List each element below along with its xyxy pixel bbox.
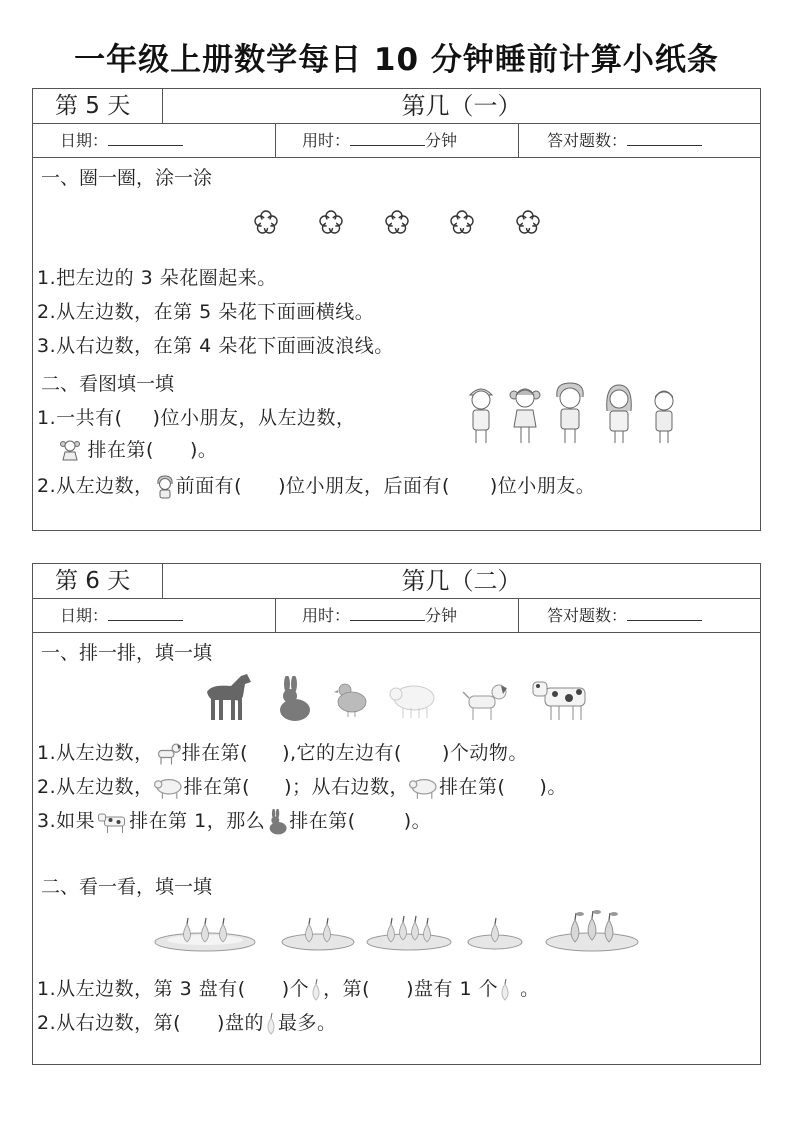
time-cell [276, 599, 519, 632]
kid-girl-pigtails-icon [505, 381, 545, 447]
correct-cell [519, 124, 760, 157]
meta-row [33, 124, 760, 158]
dog-icon [154, 742, 182, 766]
pear-plate-4 [465, 904, 525, 954]
question-1: 1.把左边的 3 朵花圈起来。 [37, 267, 277, 289]
time-unit: 分钟 [425, 131, 458, 150]
sheep-icon [154, 776, 184, 800]
question-3: 3.从右边数，在第 4 朵花下面画波浪线。 [37, 335, 394, 357]
kid-boy-curly-icon [154, 474, 176, 500]
time-label: 用时： [302, 131, 351, 150]
flower-icon[interactable] [253, 209, 279, 235]
q3-part-b: 排在第 1，那么 [129, 810, 266, 832]
section-heading: 一、排一排，填一填 [41, 642, 213, 664]
q2-part-c: )；从右边数， [284, 776, 409, 798]
q1-part-b: 排在第( [181, 742, 249, 764]
q2-part-a: 2.从左边数， [37, 475, 154, 497]
animal-question-3 [37, 806, 431, 835]
chicken-icon [333, 680, 369, 718]
lesson-title: 第几（二） [401, 567, 522, 595]
time-blank[interactable] [350, 602, 425, 621]
date-cell [33, 124, 276, 157]
worksheet-card-day5 [32, 88, 761, 531]
q1-part-d: )。 [189, 439, 218, 461]
card-header [33, 564, 760, 599]
q1-part-b: )个 [281, 978, 310, 1000]
rabbit-icon [265, 809, 289, 835]
pear-question-2 [37, 1008, 336, 1036]
correct-label: 答对题数： [547, 131, 628, 150]
flower-icon[interactable] [515, 209, 541, 235]
q1-part-a: 1.从左边数，第 3 盘有( [37, 978, 246, 1000]
pear-plate-5 [543, 902, 641, 954]
section-heading: 二、看一看，填一填 [41, 876, 213, 898]
day-label: 第 6 天 [33, 564, 163, 598]
time-blank[interactable] [350, 127, 425, 146]
q2-part-a: 2.从右边数，第( [37, 1012, 182, 1034]
q1-part-a: 1.一共有( [37, 407, 123, 429]
q2-part-c: )位小朋友，后面有( [278, 475, 450, 497]
time-cell [276, 124, 519, 157]
time-unit: 分钟 [425, 606, 458, 625]
pear-icon [498, 978, 512, 1002]
q1-part-a: 1.从左边数， [37, 742, 154, 764]
horse-icon [201, 670, 257, 722]
q1-part-c: ，第( [323, 978, 371, 1000]
correct-label: 答对题数： [547, 606, 628, 625]
sheep-icon [409, 776, 439, 800]
q1-part-b: )位小朋友，从左边数， [152, 407, 356, 429]
date-cell [33, 599, 276, 632]
q2-part-d: 排在第( [438, 776, 506, 798]
dog-icon [461, 682, 509, 722]
date-label: 日期： [60, 606, 109, 625]
day-label: 第 5 天 [33, 89, 163, 123]
kids-question-1-cont [59, 435, 217, 464]
q2-part-c: 最多。 [277, 1012, 337, 1034]
pear-icon [309, 978, 323, 1002]
pear-icon [264, 1012, 278, 1036]
q3-part-c: 排在第( [289, 810, 356, 832]
kid-boy-curly-icon [549, 379, 591, 447]
kid-boy-short-hair-icon [645, 383, 683, 447]
q2-part-d: )位小朋友。 [489, 475, 596, 497]
q2-part-e: )。 [539, 776, 567, 798]
lesson-title: 第几（一） [401, 92, 522, 120]
meta-row [33, 599, 760, 633]
date-blank[interactable] [108, 602, 183, 621]
q1-part-d: )个动物。 [441, 742, 528, 764]
q2-part-b: 前面有( [175, 475, 243, 497]
animal-question-1 [37, 738, 528, 766]
flower-icon[interactable] [318, 209, 344, 235]
worksheet-card-day6 [32, 563, 761, 1065]
cow-icon [95, 810, 129, 834]
correct-cell [519, 599, 760, 632]
q1-part-d: )盘有 1 个 [406, 978, 499, 1000]
pear-plate-1 [153, 904, 257, 954]
question-2: 2.从左边数，在第 5 朵花下面画横线。 [37, 301, 375, 323]
pear-plate-3 [363, 904, 455, 954]
q3-part-d: )。 [403, 810, 432, 832]
correct-blank[interactable] [627, 127, 702, 146]
q2-part-b: 排在第( [183, 776, 251, 798]
date-label: 日期： [60, 131, 109, 150]
q1-part-c: 排在第( [87, 439, 154, 461]
pear-plate-2 [279, 904, 357, 954]
flower-icon[interactable] [384, 209, 410, 235]
q1-part-e: 。 [520, 978, 540, 1000]
time-label: 用时： [302, 606, 351, 625]
rabbit-icon [273, 676, 313, 722]
section-heading: 二、看图填一填 [41, 373, 175, 395]
q2-part-a: 2.从左边数， [37, 776, 154, 798]
flower-icon[interactable] [449, 209, 475, 235]
section-heading: 一、圈一圈，涂一涂 [41, 167, 213, 189]
pear-question-1 [37, 974, 540, 1002]
kids-question-1 [37, 403, 355, 430]
kid-girl-pigtails-icon [59, 438, 81, 464]
animal-question-2 [37, 772, 567, 800]
sheep-icon [389, 680, 439, 720]
q2-part-b: )盘的 [217, 1012, 264, 1034]
date-blank[interactable] [108, 127, 183, 146]
page-title: 一年级上册数学每日 10 分钟睡前计算小纸条 [74, 42, 719, 78]
correct-blank[interactable] [627, 602, 702, 621]
q1-part-c: ),它的左边有( [282, 742, 402, 764]
kids-question-2 [37, 471, 595, 500]
kid-boy-cap-icon [461, 381, 501, 447]
q3-part-a: 3.如果 [37, 810, 96, 832]
cow-icon [529, 674, 591, 722]
card-header [33, 89, 760, 124]
kid-girl-long-hair-icon [599, 381, 639, 447]
